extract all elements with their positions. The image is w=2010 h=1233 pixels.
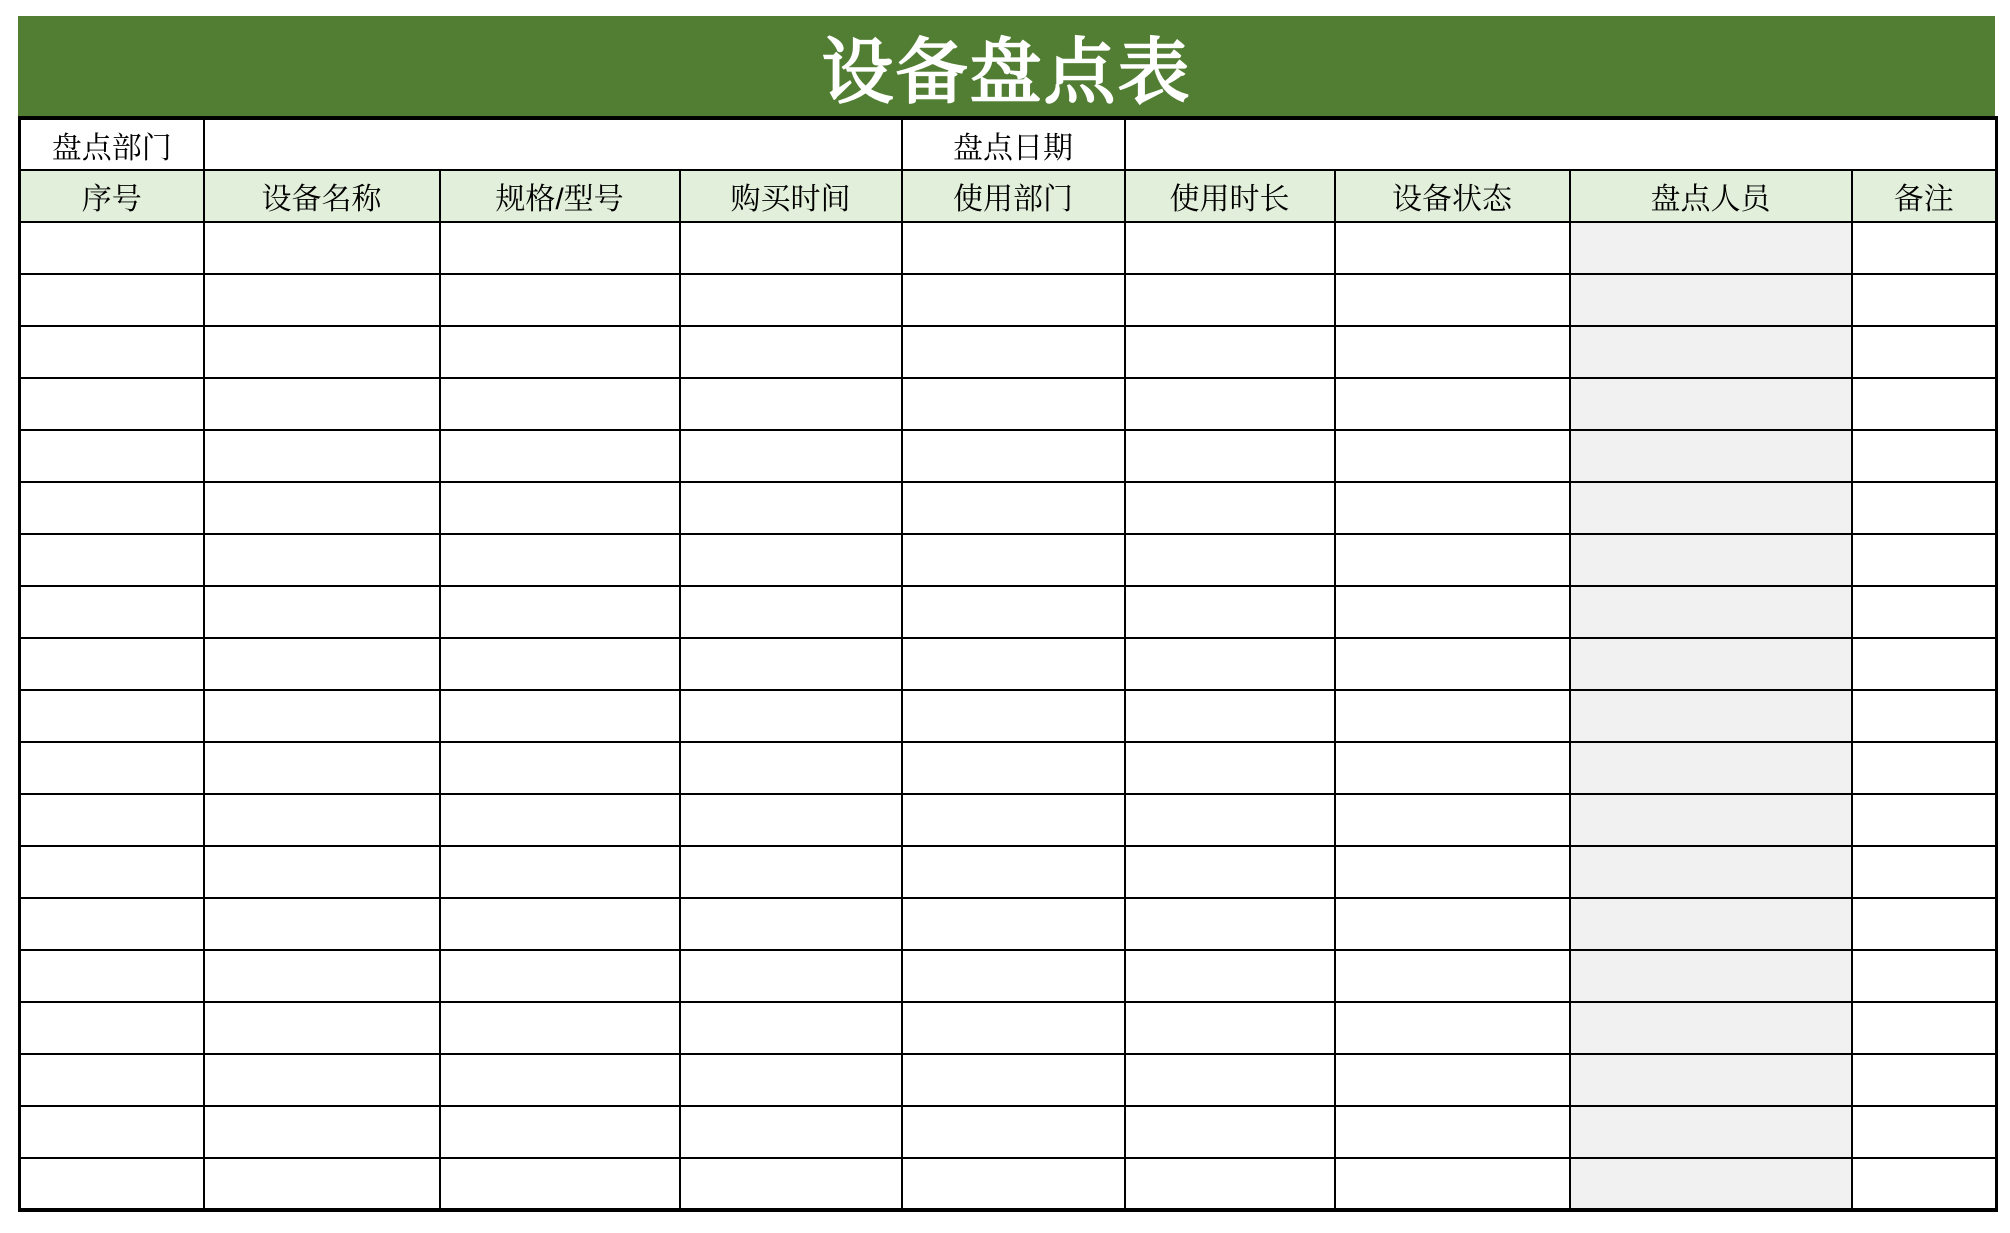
cell-purchase-date[interactable] (680, 326, 902, 378)
cell-using-department[interactable] (902, 950, 1125, 1002)
cell-using-department[interactable] (902, 1054, 1125, 1106)
cell-spec-model[interactable] (440, 950, 680, 1002)
cell-equipment-name[interactable] (204, 222, 440, 274)
cell-equipment-name[interactable] (204, 846, 440, 898)
cell-remarks[interactable] (1852, 482, 1997, 534)
cell-remarks[interactable] (1852, 638, 1997, 690)
cell-equipment-name[interactable] (204, 482, 440, 534)
cell-inventory-personnel[interactable] (1570, 378, 1852, 430)
cell-usage-duration[interactable] (1125, 1002, 1335, 1054)
cell-equipment-status[interactable] (1335, 638, 1570, 690)
cell-inventory-personnel[interactable] (1570, 1158, 1852, 1210)
cell-remarks[interactable] (1852, 222, 1997, 274)
table-row (20, 274, 1997, 326)
cell-purchase-date[interactable] (680, 638, 902, 690)
cell-equipment-status[interactable] (1335, 1054, 1570, 1106)
cell-usage-duration[interactable] (1125, 274, 1335, 326)
cell-spec-model[interactable] (440, 534, 680, 586)
cell-purchase-date[interactable] (680, 898, 902, 950)
cell-remarks[interactable] (1852, 846, 1997, 898)
table-row (20, 742, 1997, 794)
cell-spec-model[interactable] (440, 1002, 680, 1054)
department-value-cell[interactable] (204, 118, 902, 170)
table-row (20, 1158, 1997, 1210)
cell-spec-model[interactable] (440, 846, 680, 898)
cell-purchase-date[interactable] (680, 950, 902, 1002)
cell-serial-number[interactable] (20, 534, 204, 586)
col-header-usage-duration: 使用时长 (1125, 170, 1335, 222)
table-row (20, 222, 1997, 274)
col-header-equipment-status: 设备状态 (1335, 170, 1570, 222)
table-row (20, 1106, 1997, 1158)
cell-spec-model[interactable] (440, 690, 680, 742)
table-row (20, 1054, 1997, 1106)
cell-remarks[interactable] (1852, 1002, 1997, 1054)
cell-equipment-status[interactable] (1335, 950, 1570, 1002)
cell-serial-number[interactable] (20, 1002, 204, 1054)
cell-equipment-name[interactable] (204, 1054, 440, 1106)
cell-equipment-status[interactable] (1335, 1002, 1570, 1054)
cell-remarks[interactable] (1852, 586, 1997, 638)
cell-purchase-date[interactable] (680, 274, 902, 326)
table-row (20, 430, 1997, 482)
table-row (20, 586, 1997, 638)
cell-equipment-name[interactable] (204, 1002, 440, 1054)
cell-equipment-name[interactable] (204, 1158, 440, 1210)
cell-spec-model[interactable] (440, 1054, 680, 1106)
equipment-inventory-table (18, 116, 1998, 1212)
cell-equipment-name[interactable] (204, 534, 440, 586)
cell-equipment-name[interactable] (204, 794, 440, 846)
cell-usage-duration[interactable] (1125, 482, 1335, 534)
cell-serial-number[interactable] (20, 1106, 204, 1158)
cell-spec-model[interactable] (440, 378, 680, 430)
col-header-remarks: 备注 (1852, 170, 1997, 222)
cell-purchase-date[interactable] (680, 534, 902, 586)
date-value-cell[interactable] (1125, 118, 1997, 170)
cell-purchase-date[interactable] (680, 1106, 902, 1158)
cell-inventory-personnel[interactable] (1570, 638, 1852, 690)
table-row (20, 326, 1997, 378)
cell-usage-duration[interactable] (1125, 430, 1335, 482)
cell-purchase-date[interactable] (680, 378, 902, 430)
cell-remarks[interactable] (1852, 1106, 1997, 1158)
cell-using-department[interactable] (902, 638, 1125, 690)
cell-purchase-date[interactable] (680, 1158, 902, 1210)
cell-spec-model[interactable] (440, 482, 680, 534)
cell-usage-duration[interactable] (1125, 326, 1335, 378)
cell-serial-number[interactable] (20, 898, 204, 950)
cell-serial-number[interactable] (20, 742, 204, 794)
cell-equipment-status[interactable] (1335, 378, 1570, 430)
cell-equipment-name[interactable] (204, 274, 440, 326)
cell-equipment-name[interactable] (204, 586, 440, 638)
cell-usage-duration[interactable] (1125, 690, 1335, 742)
cell-usage-duration[interactable] (1125, 222, 1335, 274)
cell-usage-duration[interactable] (1125, 794, 1335, 846)
cell-using-department[interactable] (902, 274, 1125, 326)
cell-using-department[interactable] (902, 1106, 1125, 1158)
col-header-inventory-personnel: 盘点人员 (1570, 170, 1852, 222)
date-label-cell: 盘点日期 (902, 118, 1125, 170)
cell-serial-number[interactable] (20, 690, 204, 742)
cell-equipment-name[interactable] (204, 378, 440, 430)
cell-inventory-personnel[interactable] (1570, 482, 1852, 534)
cell-equipment-status[interactable] (1335, 1106, 1570, 1158)
cell-serial-number[interactable] (20, 430, 204, 482)
cell-purchase-date[interactable] (680, 482, 902, 534)
table-row (20, 950, 1997, 1002)
cell-using-department[interactable] (902, 534, 1125, 586)
cell-inventory-personnel[interactable] (1570, 794, 1852, 846)
cell-remarks[interactable] (1852, 794, 1997, 846)
cell-remarks[interactable] (1852, 430, 1997, 482)
cell-using-department[interactable] (902, 430, 1125, 482)
cell-spec-model[interactable] (440, 222, 680, 274)
table-row (20, 534, 1997, 586)
cell-remarks[interactable] (1852, 1158, 1997, 1210)
cell-usage-duration[interactable] (1125, 1158, 1335, 1210)
cell-equipment-status[interactable] (1335, 222, 1570, 274)
cell-inventory-personnel[interactable] (1570, 1106, 1852, 1158)
table-row (20, 638, 1997, 690)
title-bar (18, 16, 1995, 116)
cell-usage-duration[interactable] (1125, 534, 1335, 586)
cell-spec-model[interactable] (440, 274, 680, 326)
cell-remarks[interactable] (1852, 898, 1997, 950)
cell-equipment-name[interactable] (204, 430, 440, 482)
cell-inventory-personnel[interactable] (1570, 742, 1852, 794)
col-header-equipment-name: 设备名称 (204, 170, 440, 222)
cell-remarks[interactable] (1852, 378, 1997, 430)
cell-inventory-personnel[interactable] (1570, 846, 1852, 898)
cell-purchase-date[interactable] (680, 846, 902, 898)
header-row (20, 170, 1997, 222)
cell-remarks[interactable] (1852, 742, 1997, 794)
cell-purchase-date[interactable] (680, 794, 902, 846)
col-header-serial-number: 序号 (20, 170, 204, 222)
cell-inventory-personnel[interactable] (1570, 586, 1852, 638)
cell-equipment-name[interactable] (204, 898, 440, 950)
cell-using-department[interactable] (902, 586, 1125, 638)
cell-purchase-date[interactable] (680, 1002, 902, 1054)
col-header-spec-model: 规格/型号 (440, 170, 680, 222)
cell-equipment-status[interactable] (1335, 326, 1570, 378)
cell-remarks[interactable] (1852, 534, 1997, 586)
cell-usage-duration[interactable] (1125, 950, 1335, 1002)
cell-equipment-name[interactable] (204, 950, 440, 1002)
table-row (20, 378, 1997, 430)
cell-usage-duration[interactable] (1125, 1106, 1335, 1158)
cell-using-department[interactable] (902, 1158, 1125, 1210)
cell-using-department[interactable] (902, 742, 1125, 794)
cell-spec-model[interactable] (440, 430, 680, 482)
cell-inventory-personnel[interactable] (1570, 950, 1852, 1002)
cell-equipment-name[interactable] (204, 690, 440, 742)
cell-spec-model[interactable] (440, 898, 680, 950)
cell-spec-model[interactable] (440, 1106, 680, 1158)
cell-spec-model[interactable] (440, 794, 680, 846)
cell-serial-number[interactable] (20, 378, 204, 430)
cell-inventory-personnel[interactable] (1570, 690, 1852, 742)
cell-usage-duration[interactable] (1125, 898, 1335, 950)
cell-usage-duration[interactable] (1125, 638, 1335, 690)
cell-inventory-personnel[interactable] (1570, 274, 1852, 326)
cell-equipment-status[interactable] (1335, 534, 1570, 586)
cell-usage-duration[interactable] (1125, 742, 1335, 794)
cell-purchase-date[interactable] (680, 586, 902, 638)
cell-inventory-personnel[interactable] (1570, 222, 1852, 274)
cell-inventory-personnel[interactable] (1570, 1002, 1852, 1054)
cell-spec-model[interactable] (440, 326, 680, 378)
cell-serial-number[interactable] (20, 638, 204, 690)
cell-equipment-status[interactable] (1335, 794, 1570, 846)
cell-purchase-date[interactable] (680, 430, 902, 482)
table-row (20, 482, 1997, 534)
cell-spec-model[interactable] (440, 638, 680, 690)
cell-spec-model[interactable] (440, 586, 680, 638)
cell-remarks[interactable] (1852, 326, 1997, 378)
cell-using-department[interactable] (902, 898, 1125, 950)
col-header-using-department: 使用部门 (902, 170, 1125, 222)
cell-equipment-status[interactable] (1335, 482, 1570, 534)
cell-serial-number[interactable] (20, 1158, 204, 1210)
info-row (20, 118, 1997, 170)
cell-using-department[interactable] (902, 222, 1125, 274)
cell-using-department[interactable] (902, 1002, 1125, 1054)
page-title: 设备盘点表 (821, 33, 1192, 113)
cell-remarks[interactable] (1852, 1054, 1997, 1106)
cell-equipment-name[interactable] (204, 742, 440, 794)
cell-spec-model[interactable] (440, 742, 680, 794)
spreadsheet-page (18, 16, 1995, 1212)
cell-remarks[interactable] (1852, 690, 1997, 742)
cell-equipment-status[interactable] (1335, 898, 1570, 950)
cell-using-department[interactable] (902, 690, 1125, 742)
cell-serial-number[interactable] (20, 950, 204, 1002)
cell-using-department[interactable] (902, 482, 1125, 534)
cell-using-department[interactable] (902, 846, 1125, 898)
cell-inventory-personnel[interactable] (1570, 534, 1852, 586)
cell-equipment-name[interactable] (204, 638, 440, 690)
cell-equipment-status[interactable] (1335, 742, 1570, 794)
cell-using-department[interactable] (902, 794, 1125, 846)
cell-equipment-status[interactable] (1335, 274, 1570, 326)
cell-remarks[interactable] (1852, 950, 1997, 1002)
table-row (20, 794, 1997, 846)
table-row (20, 1002, 1997, 1054)
cell-equipment-status[interactable] (1335, 1158, 1570, 1210)
col-header-purchase-date: 购买时间 (680, 170, 902, 222)
cell-usage-duration[interactable] (1125, 378, 1335, 430)
cell-serial-number[interactable] (20, 794, 204, 846)
cell-serial-number[interactable] (20, 326, 204, 378)
cell-serial-number[interactable] (20, 222, 204, 274)
cell-inventory-personnel[interactable] (1570, 326, 1852, 378)
cell-inventory-personnel[interactable] (1570, 430, 1852, 482)
cell-inventory-personnel[interactable] (1570, 898, 1852, 950)
cell-usage-duration[interactable] (1125, 846, 1335, 898)
cell-purchase-date[interactable] (680, 222, 902, 274)
cell-purchase-date[interactable] (680, 742, 902, 794)
cell-serial-number[interactable] (20, 586, 204, 638)
cell-usage-duration[interactable] (1125, 586, 1335, 638)
cell-using-department[interactable] (902, 378, 1125, 430)
cell-serial-number[interactable] (20, 482, 204, 534)
cell-equipment-name[interactable] (204, 326, 440, 378)
cell-purchase-date[interactable] (680, 690, 902, 742)
department-label-cell: 盘点部门 (20, 118, 204, 170)
cell-equipment-status[interactable] (1335, 430, 1570, 482)
cell-serial-number[interactable] (20, 1054, 204, 1106)
cell-equipment-status[interactable] (1335, 690, 1570, 742)
cell-usage-duration[interactable] (1125, 1054, 1335, 1106)
table-row (20, 690, 1997, 742)
cell-inventory-personnel[interactable] (1570, 1054, 1852, 1106)
cell-purchase-date[interactable] (680, 1054, 902, 1106)
cell-spec-model[interactable] (440, 1158, 680, 1210)
table-row (20, 898, 1997, 950)
cell-remarks[interactable] (1852, 274, 1997, 326)
cell-serial-number[interactable] (20, 274, 204, 326)
cell-serial-number[interactable] (20, 846, 204, 898)
cell-using-department[interactable] (902, 326, 1125, 378)
cell-equipment-status[interactable] (1335, 846, 1570, 898)
cell-equipment-name[interactable] (204, 1106, 440, 1158)
table-row (20, 846, 1997, 898)
cell-equipment-status[interactable] (1335, 586, 1570, 638)
